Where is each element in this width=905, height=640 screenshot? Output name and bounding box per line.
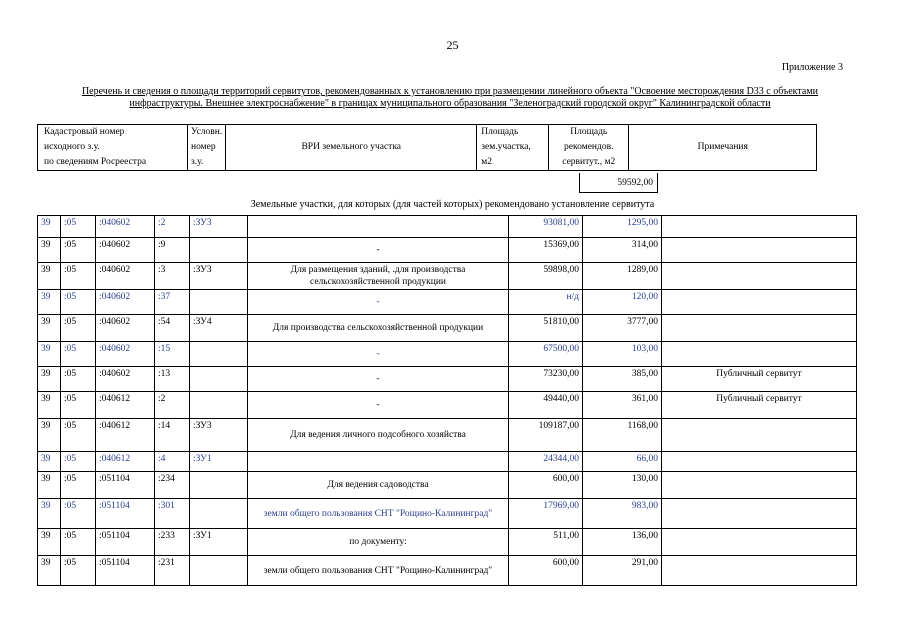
cell-note bbox=[662, 290, 857, 315]
title-line-2: инфраструктуры. Внешнее электроснабжение" в границах муниципального образования "Зеленоградский городской округ" Калининградской области bbox=[129, 98, 771, 109]
header-area-line: зем.участка, bbox=[481, 142, 531, 152]
cell-parcel: :13 bbox=[155, 367, 190, 392]
cell-note bbox=[662, 315, 857, 342]
cell-cond-number bbox=[190, 499, 248, 529]
cell-quarter: :040602 bbox=[96, 367, 155, 392]
cell-district: :05 bbox=[61, 472, 96, 499]
header-notes: Примечания bbox=[629, 125, 817, 171]
table-body bbox=[38, 216, 857, 586]
cell-note: Публичный сервитут bbox=[662, 367, 857, 392]
cell-region: 39 bbox=[38, 290, 61, 315]
cell-district: :05 bbox=[61, 529, 96, 556]
cell-area: 49440,00 bbox=[509, 392, 583, 419]
cell-quarter: :040602 bbox=[96, 315, 155, 342]
cell-district: :05 bbox=[61, 342, 96, 367]
cell-region: 39 bbox=[38, 452, 61, 472]
cell-quarter: :051104 bbox=[96, 499, 155, 529]
cell-area: 511,00 bbox=[509, 529, 583, 556]
cell-area: 73230,00 bbox=[509, 367, 583, 392]
cell-cond-number bbox=[190, 342, 248, 367]
cell-vri: Для ведения личного подсобного хозяйства bbox=[248, 419, 509, 452]
cell-note bbox=[662, 238, 857, 263]
cell-district: :05 bbox=[61, 452, 96, 472]
cell-rec-area: 385,00 bbox=[583, 367, 662, 392]
cell-region: 39 bbox=[38, 367, 61, 392]
cell-district: :05 bbox=[61, 419, 96, 452]
cell-area: н/д bbox=[509, 290, 583, 315]
cell-note bbox=[662, 472, 857, 499]
table-row bbox=[38, 472, 857, 499]
header-area-line: м2 bbox=[481, 157, 493, 167]
cell-district: :05 bbox=[61, 556, 96, 586]
cell-rec-area: 130,00 bbox=[583, 472, 662, 499]
cell-rec-area: 136,00 bbox=[583, 529, 662, 556]
page-number: 25 bbox=[446, 38, 459, 52]
cell-rec-area: 103,00 bbox=[583, 342, 662, 367]
cell-parcel: :301 bbox=[155, 499, 190, 529]
cell-region: 39 bbox=[38, 342, 61, 367]
cell-vri: - bbox=[248, 342, 509, 367]
cell-vri: - bbox=[248, 238, 509, 263]
cell-cond-number bbox=[190, 472, 248, 499]
cell-vri: Для размещения зданий, .для производства сельскохозяйственной продукции bbox=[248, 263, 509, 290]
cell-area: 93081,00 bbox=[509, 216, 583, 238]
header-vri: ВРИ земельного участка bbox=[226, 125, 477, 171]
cell-parcel: :37 bbox=[155, 290, 190, 315]
cell-vri: Для ведения садоводства bbox=[248, 472, 509, 499]
cell-cond-number bbox=[190, 367, 248, 392]
header-area-rec bbox=[549, 125, 629, 171]
header-cadastral bbox=[38, 125, 188, 171]
cell-area: 17969,00 bbox=[509, 499, 583, 529]
cell-note bbox=[662, 216, 857, 238]
cell-district: :05 bbox=[61, 238, 96, 263]
header-cond-line: Условн. bbox=[191, 127, 223, 137]
cell-area: 51810,00 bbox=[509, 315, 583, 342]
cell-vri: Для производства сельскохозяйственной продукции bbox=[248, 315, 509, 342]
cell-vri: - bbox=[248, 367, 509, 392]
title-line-1: Перечень и сведения о площади территорий сервитутов, рекомендованных к установлению при размещении линейного объекта "Освоение месторождения D33 с объектами bbox=[81, 86, 819, 97]
table-row bbox=[38, 452, 857, 472]
header-area bbox=[477, 125, 549, 171]
header-cadastral-line: исходного з.у. bbox=[44, 142, 100, 152]
cell-region: 39 bbox=[38, 238, 61, 263]
table-row bbox=[38, 238, 857, 263]
cell-vri: по документу: bbox=[248, 529, 509, 556]
cell-parcel: :2 bbox=[155, 392, 190, 419]
header-area-rec-line: рекомендов. bbox=[564, 142, 614, 152]
cell-note bbox=[662, 529, 857, 556]
cell-district: :05 bbox=[61, 290, 96, 315]
header-cadastral-line: по сведениям Росреестра bbox=[44, 157, 147, 167]
cell-quarter: :040602 bbox=[96, 290, 155, 315]
cell-district: :05 bbox=[61, 392, 96, 419]
header-table bbox=[37, 124, 817, 171]
cell-quarter: :040602 bbox=[96, 342, 155, 367]
cell-parcel: :15 bbox=[155, 342, 190, 367]
cell-district: :05 bbox=[61, 263, 96, 290]
cell-region: 39 bbox=[38, 419, 61, 452]
cell-rec-area: 1289,00 bbox=[583, 263, 662, 290]
cell-quarter: :040602 bbox=[96, 238, 155, 263]
cell-note bbox=[662, 342, 857, 367]
table-row bbox=[38, 263, 857, 290]
cell-cond-number bbox=[190, 238, 248, 263]
table-row bbox=[38, 290, 857, 315]
cell-cond-number bbox=[190, 290, 248, 315]
section-title: Земельные участки, для которых (для частей которых) рекомендовано установление сервитута bbox=[250, 199, 655, 210]
cell-vri: - bbox=[248, 392, 509, 419]
cell-quarter: :051104 bbox=[96, 529, 155, 556]
cell-rec-area: 3777,00 bbox=[583, 315, 662, 342]
cell-rec-area: 1295,00 bbox=[583, 216, 662, 238]
cell-quarter: :051104 bbox=[96, 472, 155, 499]
cell-parcel: :4 bbox=[155, 452, 190, 472]
header-area-rec-line: сервитут., м2 bbox=[562, 157, 616, 167]
cell-rec-area: 361,00 bbox=[583, 392, 662, 419]
table-row bbox=[38, 216, 857, 238]
cell-area: 600,00 bbox=[509, 472, 583, 499]
cell-quarter: :040602 bbox=[96, 263, 155, 290]
cell-cond-number: :ЗУ1 bbox=[190, 529, 248, 556]
total-area: 59592,00 bbox=[579, 173, 658, 193]
cell-cond-number: :ЗУ1 bbox=[190, 452, 248, 472]
table-row bbox=[38, 419, 857, 452]
table-row bbox=[38, 499, 857, 529]
cell-parcel: :14 bbox=[155, 419, 190, 452]
cell-cond-number bbox=[190, 556, 248, 586]
cell-parcel: :233 bbox=[155, 529, 190, 556]
cell-district: :05 bbox=[61, 367, 96, 392]
cell-parcel: :3 bbox=[155, 263, 190, 290]
cell-cond-number: :ЗУ3 bbox=[190, 216, 248, 238]
cell-rec-area: 1168,00 bbox=[583, 419, 662, 452]
cell-vri: земли общего пользования СНТ "Рощино-Калининград" bbox=[248, 499, 509, 529]
cell-region: 39 bbox=[38, 499, 61, 529]
cell-region: 39 bbox=[38, 263, 61, 290]
cell-parcel: :234 bbox=[155, 472, 190, 499]
cell-note bbox=[662, 452, 857, 472]
table-row bbox=[38, 315, 857, 342]
cell-quarter: :051104 bbox=[96, 556, 155, 586]
cell-cond-number: :ЗУ4 bbox=[190, 315, 248, 342]
cell-quarter: :040612 bbox=[96, 452, 155, 472]
cell-area: 67500,00 bbox=[509, 342, 583, 367]
cell-rec-area: 314,00 bbox=[583, 238, 662, 263]
header-area-line: Площадь bbox=[481, 127, 519, 137]
cell-rec-area: 983,00 bbox=[583, 499, 662, 529]
document-title bbox=[30, 86, 870, 110]
cell-area: 109187,00 bbox=[509, 419, 583, 452]
cell-note: Публичный сервитут bbox=[662, 392, 857, 419]
cell-vri bbox=[248, 452, 509, 472]
cell-area: 600,00 bbox=[509, 556, 583, 586]
table-row bbox=[38, 367, 857, 392]
header-cond-line: з.у. bbox=[191, 157, 204, 167]
header-cadastral-line: Кадастровый номер bbox=[44, 127, 125, 137]
cell-parcel: :2 bbox=[155, 216, 190, 238]
cell-region: 39 bbox=[38, 216, 61, 238]
cell-rec-area: 66,00 bbox=[583, 452, 662, 472]
cell-vri: земли общего пользования СНТ "Рощино-Калининград" bbox=[248, 556, 509, 586]
header-area-rec-line: Площадь bbox=[570, 127, 608, 137]
cell-note bbox=[662, 419, 857, 452]
cell-district: :05 bbox=[61, 315, 96, 342]
appendix-label: Приложение 3 bbox=[781, 62, 843, 73]
cell-region: 39 bbox=[38, 315, 61, 342]
header-cond bbox=[188, 125, 226, 171]
cell-parcel: :9 bbox=[155, 238, 190, 263]
cell-quarter: :040612 bbox=[96, 419, 155, 452]
cell-region: 39 bbox=[38, 392, 61, 419]
cell-district: :05 bbox=[61, 499, 96, 529]
cell-quarter: :040612 bbox=[96, 392, 155, 419]
cell-cond-number: :ЗУ3 bbox=[190, 263, 248, 290]
table-row bbox=[38, 529, 857, 556]
cell-cond-number: :ЗУ3 bbox=[190, 419, 248, 452]
cell-note bbox=[662, 499, 857, 529]
cell-parcel: :54 bbox=[155, 315, 190, 342]
header-cond-line: номер bbox=[191, 142, 216, 152]
table-row bbox=[38, 342, 857, 367]
cell-area: 15369,00 bbox=[509, 238, 583, 263]
cell-vri bbox=[248, 216, 509, 238]
cell-region: 39 bbox=[38, 556, 61, 586]
cell-note bbox=[662, 556, 857, 586]
cell-area: 24344,00 bbox=[509, 452, 583, 472]
cell-parcel: :231 bbox=[155, 556, 190, 586]
cell-district: :05 bbox=[61, 216, 96, 238]
cell-note bbox=[662, 263, 857, 290]
cell-rec-area: 120,00 bbox=[583, 290, 662, 315]
table-row bbox=[38, 392, 857, 419]
cell-rec-area: 291,00 bbox=[583, 556, 662, 586]
cell-vri: - bbox=[248, 290, 509, 315]
table-row bbox=[38, 556, 857, 586]
cell-area: 59898,00 bbox=[509, 263, 583, 290]
servitude-table bbox=[37, 215, 857, 586]
cell-region: 39 bbox=[38, 529, 61, 556]
cell-region: 39 bbox=[38, 472, 61, 499]
cell-quarter: :040602 bbox=[96, 216, 155, 238]
cell-cond-number bbox=[190, 392, 248, 419]
